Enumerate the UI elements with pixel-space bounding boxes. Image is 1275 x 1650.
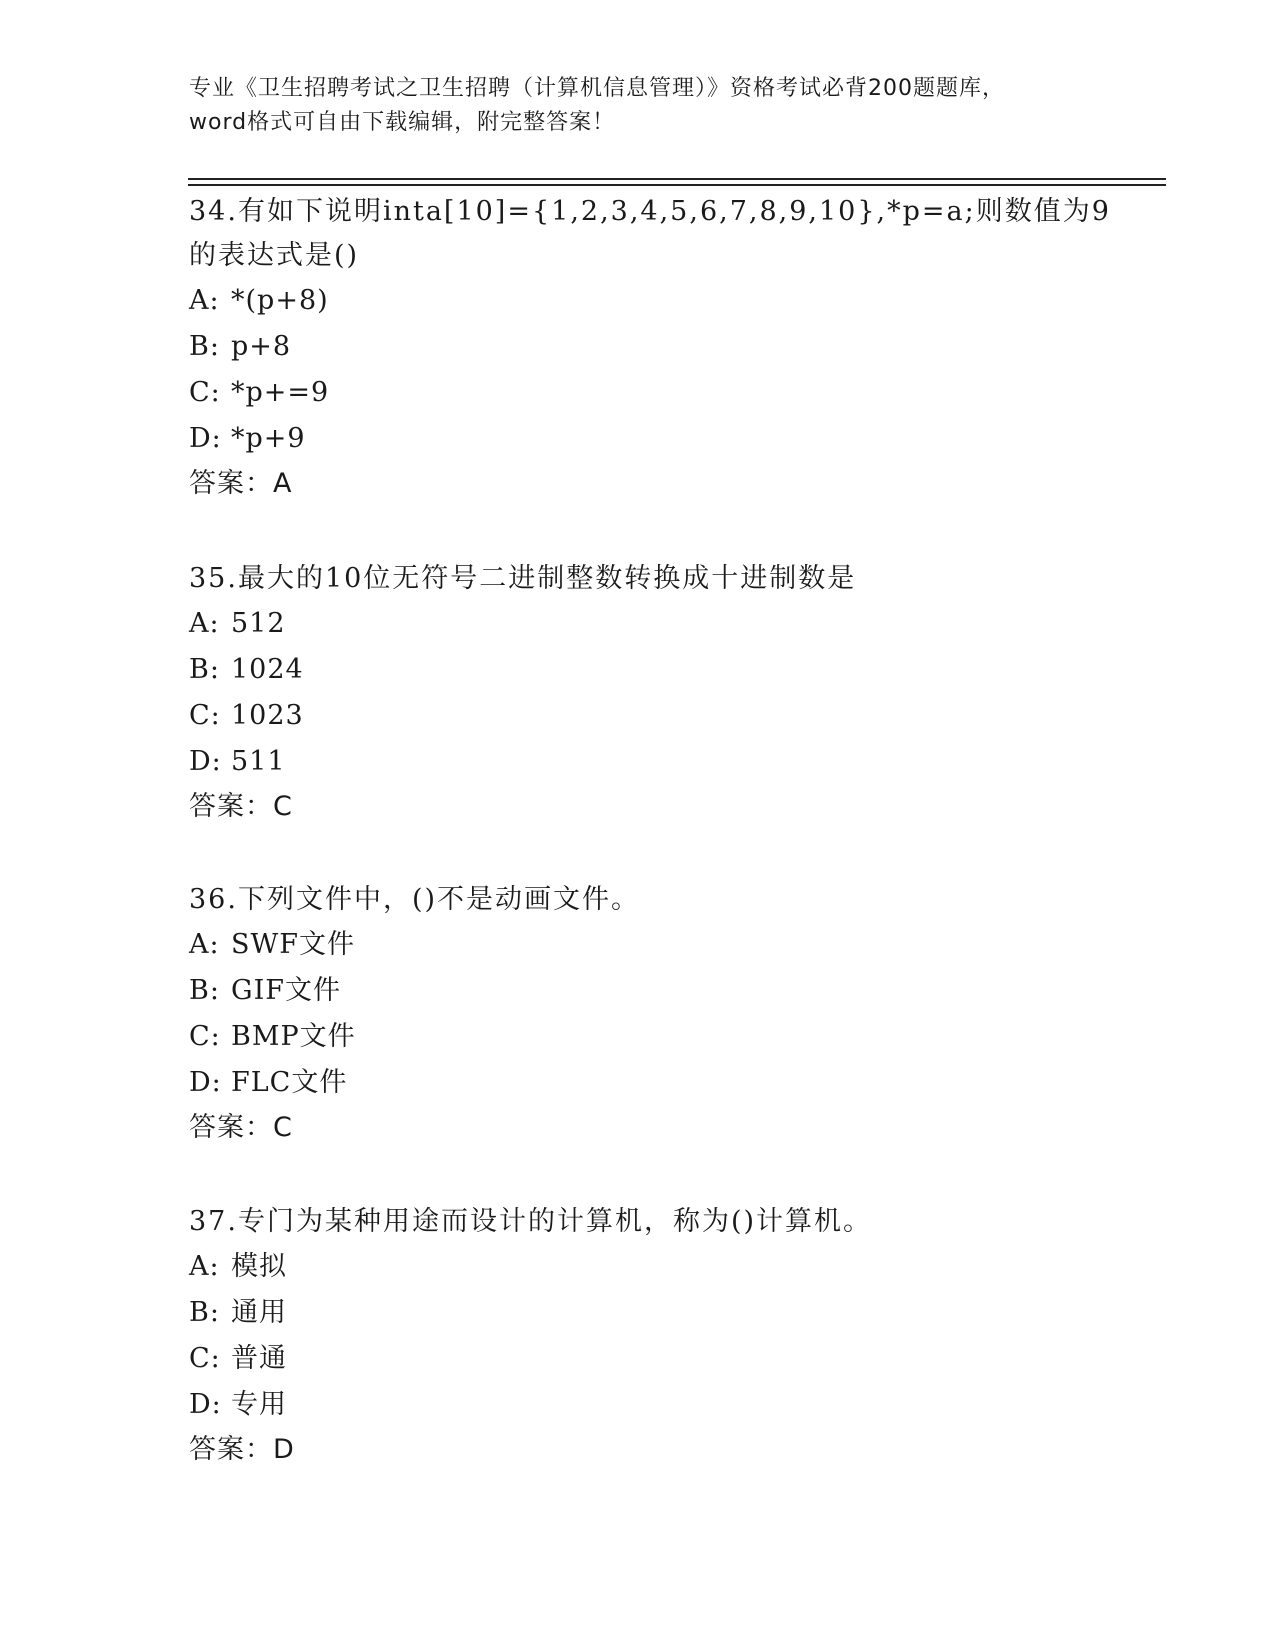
option-d [189,739,1089,785]
option-label: B: [189,975,220,1006]
question-37 [189,1200,1089,1472]
option-label: B: [189,654,220,685]
option-text: BMP文件 [231,1021,356,1052]
question-35 [189,557,1089,829]
header-line-2: word格式可自由下载编辑，附完整答案！ [189,110,616,135]
question-34 [189,190,1111,506]
option-label: C: [189,1343,221,1374]
option-label: A: [189,285,220,316]
question-stem-line-1: 36.下列文件中，()不是动画文件。 [189,884,641,915]
option-label: D: [189,1389,222,1420]
option-label: D: [189,746,222,777]
option-label: B: [189,1297,220,1328]
option-d [189,416,1089,462]
option-c [189,693,1089,739]
option-c [189,1336,1089,1382]
option-text: 512 [231,608,286,639]
option-a [189,1244,1089,1290]
option-label: A: [189,608,220,639]
answer-line: 答案：D [189,1434,295,1465]
answer-line: 答案：C [189,1112,293,1143]
option-text: 通用 [231,1297,287,1328]
option-text: GIF文件 [231,975,341,1006]
option-text: SWF文件 [231,929,355,960]
option-text: 1023 [231,700,304,731]
option-text: 普通 [231,1343,287,1374]
answer-line: 答案：C [189,791,293,822]
question-36 [189,878,1089,1150]
option-label: C: [189,377,221,408]
option-a [189,278,1089,324]
option-label: A: [189,1251,220,1282]
question-stem-line-1: 34.有如下说明inta[10]={1,2,3,4,5,6,7,8,9,10},*p=a;则数值为9 [189,196,1111,227]
option-label: A: [189,929,220,960]
option-b [189,324,1089,370]
question-stem-line-1: 37.专门为某种用途而设计的计算机，称为()计算机。 [189,1206,873,1237]
header-divider-top [188,178,1166,180]
option-text: *(p+8) [231,285,329,316]
option-a [189,601,1089,647]
option-text: 511 [231,746,286,777]
option-text: FLC文件 [231,1067,348,1098]
option-b [189,1290,1089,1336]
option-text: *p+9 [231,423,306,454]
option-a [189,922,1089,968]
option-b [189,647,1089,693]
option-label: D: [189,1067,222,1098]
option-label: C: [189,1021,221,1052]
option-d [189,1382,1089,1428]
answer-line: 答案：A [189,468,293,499]
question-stem-line-1: 35.最大的10位无符号二进制整数转换成十进制数是 [189,563,857,594]
option-b [189,968,1089,1014]
option-text: 专用 [231,1389,287,1420]
option-label: C: [189,700,221,731]
option-text: *p+=9 [231,377,330,408]
option-label: D: [189,423,222,454]
header-divider-bottom [188,184,1166,186]
option-c [189,1014,1089,1060]
header-line-1: 专业《卫生招聘考试之卫生招聘（计算机信息管理）》资格考试必背200题题库， [189,76,1005,101]
document-header [189,72,1089,140]
option-c [189,370,1089,416]
option-d [189,1060,1089,1106]
option-label: B: [189,331,220,362]
option-text: 1024 [231,654,304,685]
question-stem-line-2: 的表达式是() [189,240,360,271]
option-text: p+8 [231,331,292,362]
option-text: 模拟 [231,1251,287,1282]
